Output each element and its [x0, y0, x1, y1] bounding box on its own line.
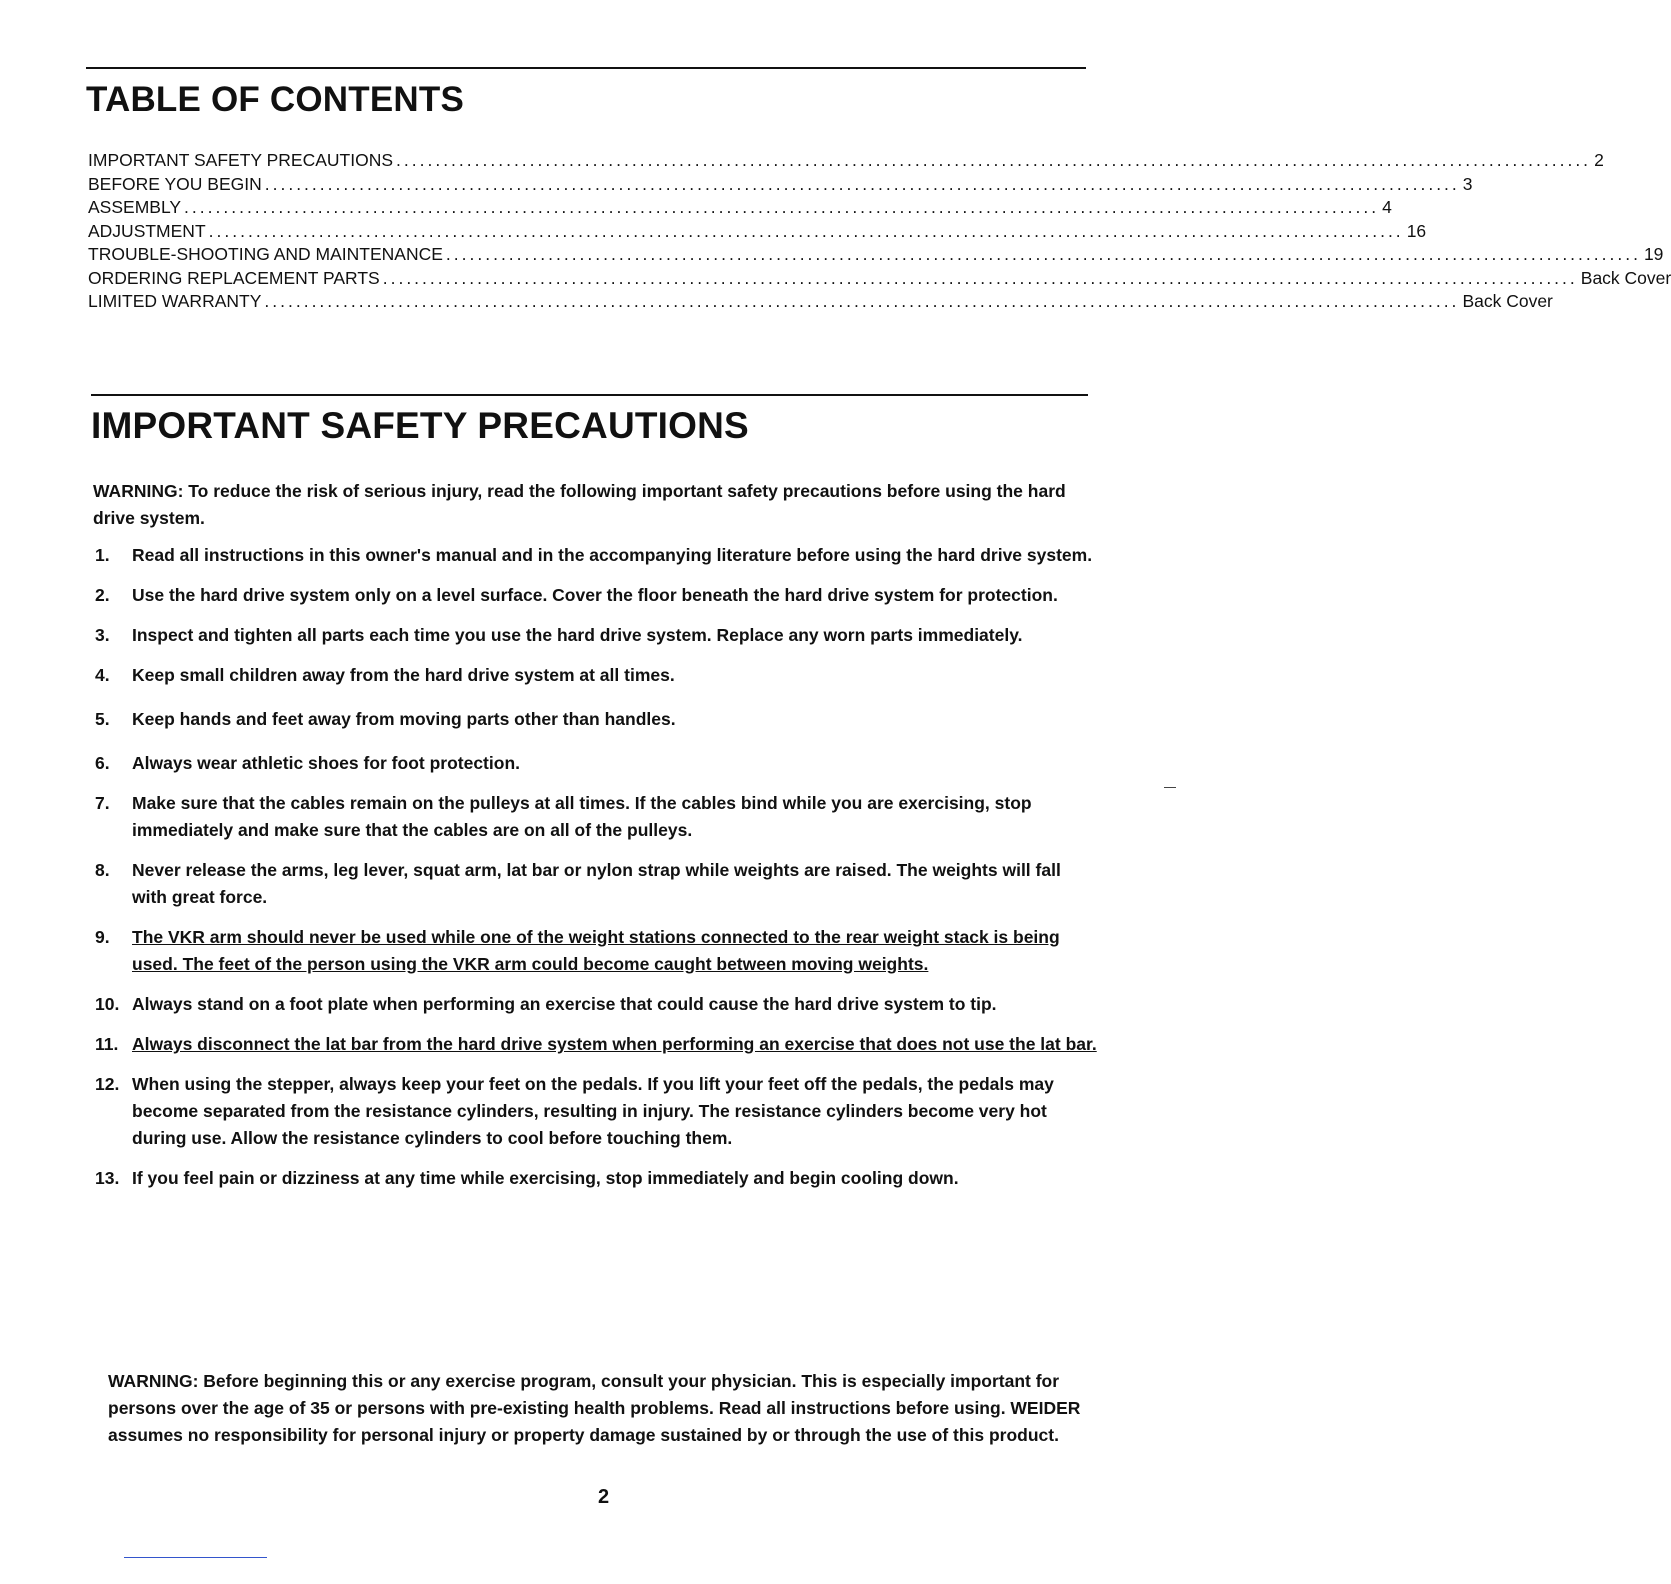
toc-entry-label: ADJUSTMENT: [88, 220, 206, 241]
precaution-text: Keep hands and feet away from moving parts other than handles.: [132, 709, 676, 729]
toc-leader-dots: ........................................................................................................................................................: [264, 173, 1460, 194]
toc-entry-page: 16: [1406, 220, 1427, 241]
toc-entry-page: 19: [1643, 244, 1664, 264]
precaution-text: Always disconnect the lat bar from the hard drive system when performing an exercise that does not use the lat bar.: [132, 1034, 1097, 1054]
toc-entry[interactable]: [88, 291, 1553, 315]
toc-entry-label: ORDERING REPLACEMENT PARTS: [88, 267, 380, 288]
precaution-item: [95, 706, 1100, 733]
toc-top-rule: [86, 67, 1086, 69]
warning-label: WARNING:: [93, 481, 184, 501]
precaution-item: [95, 542, 1100, 569]
precaution-text: Read all instructions in this owner's manual and in the accompanying literature before using the hard drive system.: [132, 545, 1093, 565]
toc-entry-label: BEFORE YOU BEGIN: [88, 173, 262, 194]
precaution-item: [95, 790, 1100, 844]
precaution-number: 3.: [95, 625, 110, 645]
precaution-text: Keep small children away from the hard drive system at all times.: [132, 665, 675, 685]
precaution-number: 1.: [95, 545, 110, 565]
toc-entry[interactable]: [88, 244, 1664, 268]
page-number: 2: [598, 1486, 610, 1508]
warning-text: Before beginning this or any exercise program, consult your physician. This is especially important for persons over the age of 35 or persons with pre-existing health problems. Read all instructions before using. WEIDER assumes no responsibility for personal injury or property damage sustained by or through the use of this product.: [108, 1371, 1081, 1445]
toc-entry[interactable]: [88, 173, 1473, 198]
toc-entry-page: Back Cover: [1462, 291, 1553, 311]
toc-entry[interactable]: [88, 197, 1392, 221]
precaution-item: [95, 582, 1100, 609]
precaution-item: [95, 991, 1100, 1018]
precaution-item: [95, 924, 1100, 978]
toc-entry[interactable]: [88, 220, 1427, 245]
toc-list: [88, 150, 1671, 315]
scan-edge-mark: [1164, 787, 1176, 788]
safety-title: IMPORTANT SAFETY PRECAUTIONS: [91, 405, 749, 446]
warning-text: To reduce the risk of serious injury, read the following important safety precautions before using the hard drive system.: [93, 481, 1066, 528]
toc-entry-label: TROUBLE-SHOOTING AND MAINTENANCE: [88, 244, 443, 264]
safety-top-rule: [91, 394, 1088, 396]
warning-label: WARNING:: [108, 1371, 199, 1391]
precaution-text: Use the hard drive system only on a level surface. Cover the floor beneath the hard drive system for protection.: [132, 585, 1058, 605]
toc-leader-dots: ........................................................................................................................................................: [445, 244, 1641, 264]
toc-entry-page: 3: [1462, 173, 1473, 194]
toc-entry-label: LIMITED WARRANTY: [88, 291, 262, 311]
precaution-number: 2.: [95, 585, 110, 605]
precaution-list: [95, 542, 1100, 1192]
precaution-item: [95, 1031, 1100, 1058]
toc-entry-page: 4: [1382, 197, 1392, 217]
precaution-number: 8.: [95, 860, 110, 880]
precaution-text: Always stand on a foot plate when performing an exercise that could cause the hard drive system to tip.: [132, 994, 997, 1014]
precaution-number: 11.: [95, 1034, 119, 1054]
precaution-text: If you feel pain or dizziness at any time while exercising, stop immediately and begin cooling down.: [132, 1168, 959, 1188]
precaution-number: 4.: [95, 665, 110, 685]
precaution-number: 10.: [95, 994, 120, 1014]
warning-bottom: [108, 1368, 1103, 1449]
precaution-number: 6.: [95, 753, 110, 773]
precaution-item: [95, 622, 1100, 649]
toc-leader-dots: ........................................................................................................................................................: [208, 220, 1404, 241]
precaution-item: [95, 662, 1100, 689]
toc-entry-label: ASSEMBLY: [88, 197, 182, 217]
precaution-item: [95, 1165, 1100, 1192]
toc-entry[interactable]: [88, 150, 1604, 174]
toc-entry-page: 2: [1594, 150, 1604, 170]
precaution-item: [95, 857, 1100, 911]
precaution-number: 7.: [95, 793, 110, 813]
precaution-item: [95, 750, 1100, 777]
precaution-number: 12.: [95, 1074, 120, 1094]
precaution-text: Make sure that the cables remain on the pulleys at all times. If the cables bind while you are exercising, stop immediately and make sure that the cables are on all of the pulleys.: [132, 793, 1032, 840]
toc-title: TABLE OF CONTENTS: [86, 80, 465, 119]
precaution-number: 13.: [95, 1168, 120, 1188]
precaution-item: [95, 1071, 1100, 1152]
precaution-text: Never release the arms, leg lever, squat arm, lat bar or nylon strap while weights are raised. The weights will fall with great force.: [132, 860, 1061, 907]
toc-leader-dots: ........................................................................................................................................................: [382, 267, 1578, 288]
precaution-number: 5.: [95, 709, 110, 729]
toc-leader-dots: ........................................................................................................................................................: [264, 291, 1460, 311]
precaution-text: Inspect and tighten all parts each time you use the hard drive system. Replace any worn parts immediately.: [132, 625, 1023, 645]
toc-leader-dots: ........................................................................................................................................................: [184, 197, 1380, 217]
footer-line: [124, 1557, 267, 1558]
precaution-number: 9.: [95, 927, 110, 947]
toc-entry[interactable]: [88, 267, 1671, 292]
toc-leader-dots: ........................................................................................................................................................: [396, 150, 1592, 170]
toc-entry-page: Back Cover: [1580, 267, 1671, 288]
precaution-text: Always wear athletic shoes for foot protection.: [132, 753, 520, 773]
warning-top: [93, 478, 1073, 532]
precaution-text: When using the stepper, always keep your feet on the pedals. If you lift your feet off the pedals, the pedals may become separated from the resistance cylinders, resulting in injury. The resistance cylinders become very hot during use. Allow the resistance cylinders to cool before touching them.: [132, 1074, 1054, 1148]
toc-entry-label: IMPORTANT SAFETY PRECAUTIONS: [88, 150, 394, 170]
precaution-text: The VKR arm should never be used while one of the weight stations connected to the rear weight stack is being used. The feet of the person using the VKR arm could become caught between moving weights.: [132, 927, 1060, 974]
